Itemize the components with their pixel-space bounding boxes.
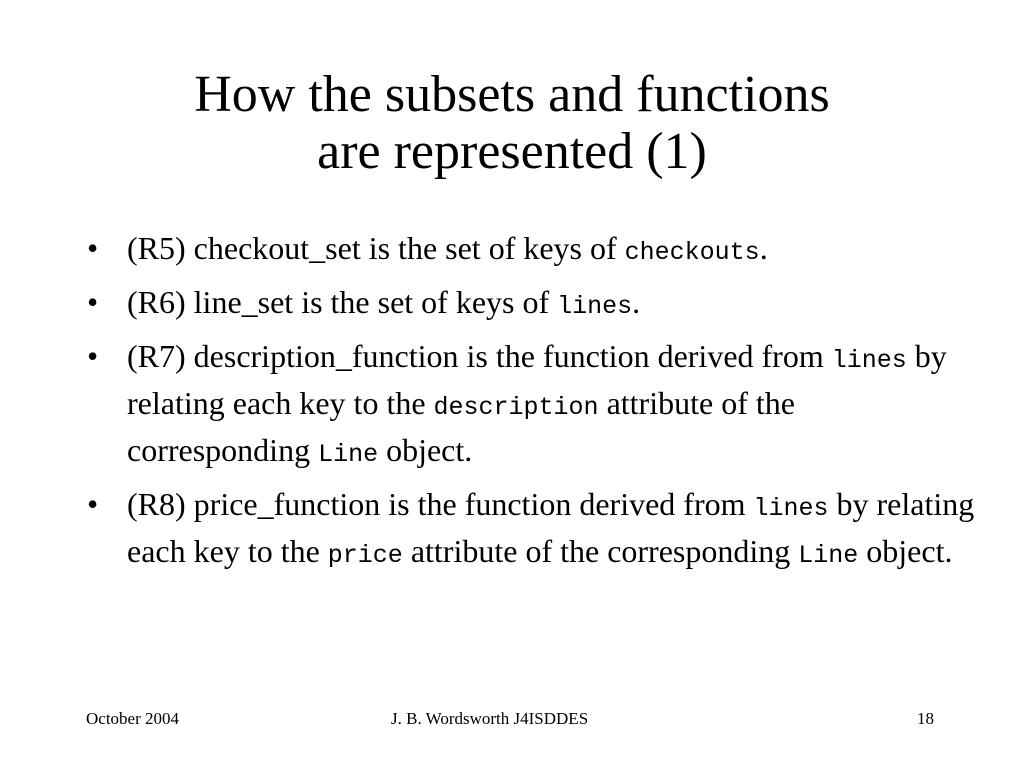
code-price: price	[327, 541, 403, 570]
bullet-text: (R5) checkout_set is the set of keys of	[127, 230, 625, 266]
bullet-item-r7	[84, 335, 984, 476]
slide-title-line-1: How the subsets and functions	[194, 66, 830, 123]
code-lines: lines	[557, 292, 633, 321]
code-description: description	[433, 393, 599, 422]
bullet-text: attribute of the corresponding	[402, 533, 799, 569]
bullet-dot: •	[87, 230, 99, 266]
bullet-text: attribute of the corresponding	[127, 385, 795, 468]
code-line: Line	[318, 440, 379, 469]
bullet-dot: •	[87, 338, 99, 374]
bullet-list	[84, 227, 984, 584]
code-lines: lines	[831, 346, 907, 375]
slide-title	[60, 66, 964, 180]
bullet-text: object.	[378, 432, 473, 468]
code-lines: lines	[753, 494, 829, 523]
bullet-text: object.	[858, 533, 953, 569]
code-line: Line	[798, 541, 859, 570]
bullet-dot: •	[87, 284, 99, 320]
bullet-text: by relating each key to the	[127, 486, 975, 569]
bullet-text: .	[759, 230, 768, 266]
bullet-item-r6	[84, 281, 984, 328]
footer-author: J. B. Wordsworth J4ISDDES	[391, 709, 589, 728]
code-checkouts: checkouts	[624, 238, 760, 267]
footer-page-number: 18	[917, 709, 934, 728]
footer-date: October 2004	[86, 709, 180, 728]
bullet-item-r5	[84, 227, 984, 274]
bullet-text: (R8) price_function is the function derived from	[127, 486, 754, 522]
bullet-text: by relating each key to the	[127, 338, 947, 421]
bullet-text: .	[632, 284, 641, 320]
bullet-text: (R6) line_set is the set of keys of	[127, 284, 558, 320]
bullet-dot: •	[87, 486, 99, 522]
slide-title-line-2: are represented (1)	[317, 123, 707, 180]
bullet-item-r8	[84, 483, 984, 577]
bullet-text: (R7) description_function is the function derived from	[127, 338, 832, 374]
